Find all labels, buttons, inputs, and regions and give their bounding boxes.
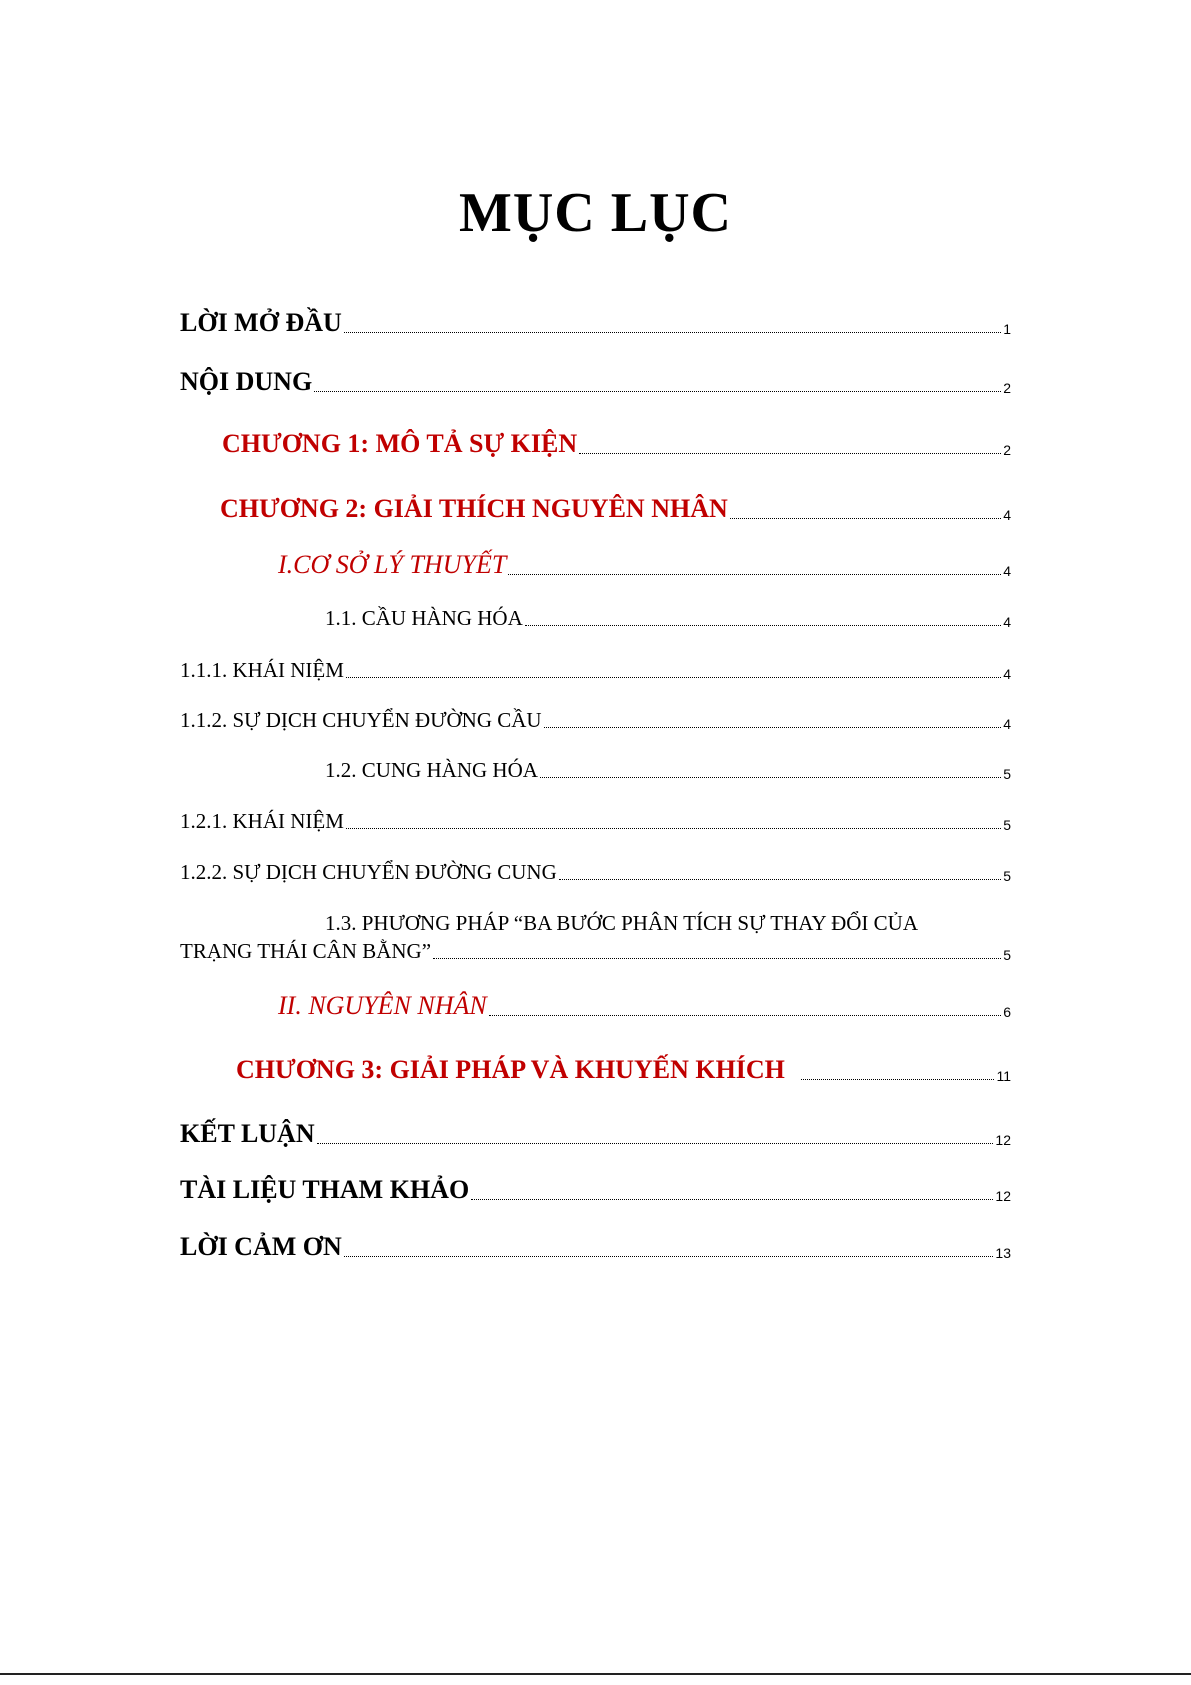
toc-entry-chuong-3[interactable] bbox=[236, 1055, 1011, 1085]
toc-entry-text: II. NGUYÊN NHÂN bbox=[278, 991, 487, 1020]
toc-entry-text: I.CƠ SỞ LÝ THUYẾT bbox=[278, 550, 507, 579]
toc-page-number: 4 bbox=[1003, 716, 1011, 732]
toc-entry-phuong-phap-line1[interactable]: 1.3. PHƯƠNG PHÁP “BA BƯỚC PHÂN TÍCH SỰ THAY ĐỔI CỦA bbox=[325, 911, 919, 935]
toc-entry-text: 1.2. CUNG HÀNG HÓA bbox=[325, 758, 538, 782]
toc-entry-text: CHƯƠNG 2: GIẢI THÍCH NGUYÊN NHÂN bbox=[220, 494, 728, 523]
toc-entry-text: CHƯƠNG 1: MÔ TẢ SỰ KIỆN bbox=[222, 429, 578, 458]
toc-entry-chuong-2[interactable] bbox=[220, 494, 1011, 524]
toc-entry-khai-niem-cau[interactable] bbox=[180, 658, 1011, 683]
toc-entry-text: TÀI LIỆU THAM KHẢO bbox=[180, 1175, 470, 1204]
toc-leader-dots bbox=[314, 391, 1001, 392]
toc-leader-dots bbox=[525, 625, 1001, 626]
toc-entry-phuong-phap-line2[interactable] bbox=[180, 939, 1011, 964]
toc-entry-dich-chuyen-duong-cau[interactable] bbox=[180, 708, 1011, 733]
toc-leader-dots bbox=[471, 1199, 993, 1200]
toc-leader-dots bbox=[579, 453, 1001, 454]
page-bottom-divider bbox=[0, 1673, 1191, 1675]
toc-entry-text: TRẠNG THÁI CÂN BẰNG” bbox=[180, 939, 432, 963]
toc-page-number: 11 bbox=[996, 1068, 1011, 1084]
toc-entry-dich-chuyen-duong-cung[interactable] bbox=[180, 860, 1011, 885]
toc-entry-text: 1.1.2. SỰ DỊCH CHUYỂN ĐƯỜNG CẦU bbox=[180, 708, 542, 732]
toc-entry-text: NỘI DUNG bbox=[180, 367, 313, 396]
toc-page-number: 12 bbox=[995, 1132, 1011, 1148]
toc-entry-text: 1.1.1. KHÁI NIỆM bbox=[180, 658, 344, 682]
toc-entry-text: 1.1. CẦU HÀNG HÓA bbox=[325, 606, 523, 630]
toc-page-number: 1 bbox=[1003, 321, 1011, 337]
toc-entry-co-so-ly-thuyet[interactable] bbox=[278, 550, 1011, 580]
toc-entry-text: LỜI MỞ ĐẦU bbox=[180, 308, 342, 337]
toc-leader-dots bbox=[559, 879, 1001, 880]
toc-entry-nguyen-nhan[interactable] bbox=[278, 991, 1011, 1021]
toc-page-number: 4 bbox=[1003, 507, 1011, 523]
toc-leader-dots bbox=[730, 518, 1001, 519]
toc-entry-text: LỜI CẢM ƠN bbox=[180, 1232, 342, 1261]
toc-entry-cau-hang-hoa[interactable] bbox=[325, 606, 1011, 631]
toc-page-number: 2 bbox=[1003, 442, 1011, 458]
toc-page-number: 5 bbox=[1003, 947, 1011, 963]
toc-leader-dots bbox=[346, 677, 1001, 678]
toc-page-number: 12 bbox=[995, 1188, 1011, 1204]
toc-leader-dots bbox=[344, 332, 1001, 333]
toc-leader-dots bbox=[433, 958, 1001, 959]
toc-entry-loi-mo-dau[interactable] bbox=[180, 308, 1011, 338]
toc-entry-khai-niem-cung[interactable] bbox=[180, 809, 1011, 834]
toc-page-number: 5 bbox=[1003, 868, 1011, 884]
toc-entry-text: CHƯƠNG 3: GIẢI PHÁP VÀ KHUYẾN KHÍCH bbox=[236, 1055, 785, 1084]
toc-entry-text: 1.2.2. SỰ DỊCH CHUYỂN ĐƯỜNG CUNG bbox=[180, 860, 557, 884]
toc-leader-dots bbox=[346, 828, 1001, 829]
toc-page-number: 6 bbox=[1003, 1004, 1011, 1020]
toc-page-number: 5 bbox=[1003, 766, 1011, 782]
toc-entry-cung-hang-hoa[interactable] bbox=[325, 758, 1011, 783]
toc-page-number: 5 bbox=[1003, 817, 1011, 833]
toc-entry-loi-cam-on[interactable] bbox=[180, 1232, 1011, 1262]
toc-leader-dots bbox=[801, 1079, 995, 1080]
toc-leader-dots bbox=[317, 1143, 994, 1144]
toc-leader-dots bbox=[489, 1015, 1001, 1016]
toc-entry-chuong-1[interactable] bbox=[222, 429, 1011, 459]
toc-leader-dots bbox=[344, 1256, 994, 1257]
page-title: MỤC LỤC bbox=[459, 182, 732, 244]
toc-entry-noi-dung[interactable] bbox=[180, 367, 1011, 397]
toc-entry-ket-luan[interactable] bbox=[180, 1119, 1011, 1149]
toc-leader-dots bbox=[508, 574, 1001, 575]
toc-page-number: 13 bbox=[995, 1245, 1011, 1261]
toc-page-number: 4 bbox=[1003, 666, 1011, 682]
toc-leader-dots bbox=[544, 727, 1002, 728]
toc-leader-dots bbox=[540, 777, 1001, 778]
toc-entry-text: KẾT LUẬN bbox=[180, 1119, 315, 1148]
toc-entry-text: 1.2.1. KHÁI NIỆM bbox=[180, 809, 344, 833]
toc-entry-tai-lieu-tham-khao[interactable] bbox=[180, 1175, 1011, 1205]
toc-page-number: 4 bbox=[1003, 563, 1011, 579]
toc-page-number: 2 bbox=[1003, 380, 1011, 396]
toc-page-number: 4 bbox=[1003, 614, 1011, 630]
